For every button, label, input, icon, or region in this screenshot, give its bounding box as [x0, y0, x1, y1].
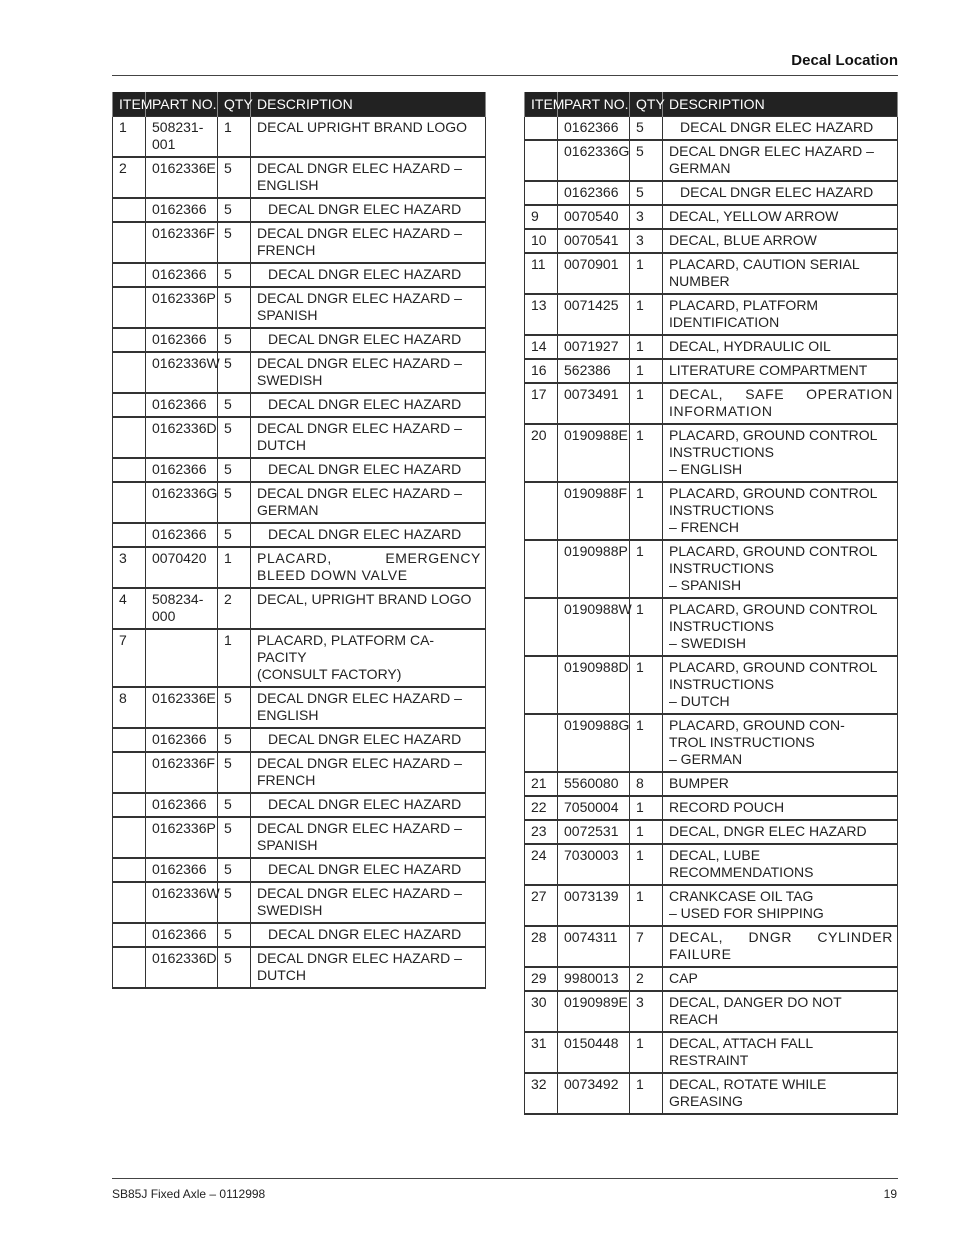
item-cell: [113, 198, 146, 222]
description-cell: PLACARD, GROUND CONTROL INSTRUCTIONS – DUTCH: [663, 656, 898, 714]
part-number-cell: 0162366: [146, 328, 218, 352]
table-header-row: [525, 92, 898, 117]
qty-cell: 5: [630, 140, 663, 181]
part-number-cell: 0190989E: [558, 991, 630, 1032]
qty-cell: 5: [218, 687, 251, 728]
item-cell: 8: [113, 687, 146, 728]
description-cell: DECAL, DNGR ELEC HAZARD: [663, 820, 898, 844]
item-cell: [113, 752, 146, 793]
qty-cell: 5: [218, 882, 251, 923]
qty-cell: 5: [218, 523, 251, 547]
table-row: [525, 885, 898, 926]
qty-cell: 1: [630, 383, 663, 424]
table-row: [525, 540, 898, 598]
qty-cell: 5: [218, 817, 251, 858]
description-cell: DECAL DNGR ELEC HAZARD: [663, 117, 898, 141]
description-cell: CAP: [663, 967, 898, 991]
part-number-cell: 0074311: [558, 926, 630, 967]
table-row: [525, 205, 898, 229]
table-row: [525, 294, 898, 335]
part-number-cell: 0150448: [558, 1032, 630, 1073]
table-row: [113, 157, 486, 198]
description-cell: PLACARD, GROUND CONTROL INSTRUCTIONS – SWEDISH: [663, 598, 898, 656]
part-number-cell: 0190988P: [558, 540, 630, 598]
qty-cell: 1: [630, 335, 663, 359]
part-number-cell: 0162336G: [558, 140, 630, 181]
item-cell: 1: [113, 117, 146, 158]
item-cell: 28: [525, 926, 558, 967]
qty-cell: 1: [218, 629, 251, 687]
description-cell: DECAL DNGR ELEC HAZARD: [251, 393, 486, 417]
item-cell: [525, 482, 558, 540]
description-cell: PLACARD, GROUND CONTROL INSTRUCTIONS – SPANISH: [663, 540, 898, 598]
part-number-cell: 0162366: [146, 393, 218, 417]
column-header-part-no: PART NO.: [558, 92, 630, 117]
item-cell: 11: [525, 253, 558, 294]
part-number-cell: 0073492: [558, 1073, 630, 1114]
qty-cell: 5: [218, 198, 251, 222]
description-cell: DECAL DNGR ELEC HAZARD: [251, 263, 486, 287]
qty-cell: 1: [630, 844, 663, 885]
qty-cell: 1: [630, 885, 663, 926]
qty-cell: 5: [218, 287, 251, 328]
description-cell: DECAL UPRIGHT BRAND LOGO: [251, 117, 486, 158]
table-row: [525, 967, 898, 991]
description-cell: PLACARD, PLATFORM CA- PACITY (CONSULT FACTORY): [251, 629, 486, 687]
table-row: [113, 923, 486, 947]
description-cell: LITERATURE COMPARTMENT: [663, 359, 898, 383]
qty-cell: 5: [218, 793, 251, 817]
table-row: [525, 714, 898, 772]
part-number-cell: 0162366: [146, 523, 218, 547]
item-cell: 21: [525, 772, 558, 796]
qty-cell: 5: [218, 458, 251, 482]
table-row: [113, 417, 486, 458]
item-cell: 20: [525, 424, 558, 482]
description-cell: DECAL, DANGER DO NOT REACH: [663, 991, 898, 1032]
qty-cell: 5: [218, 728, 251, 752]
column-header-part-no: PART NO.: [146, 92, 218, 117]
item-cell: 2: [113, 157, 146, 198]
part-number-cell: 0190988F: [558, 482, 630, 540]
item-cell: [113, 263, 146, 287]
description-cell: DECAL DNGR ELEC HAZARD: [251, 458, 486, 482]
qty-cell: 1: [630, 1073, 663, 1114]
table-row: [113, 947, 486, 988]
table-row: [113, 793, 486, 817]
item-cell: [113, 923, 146, 947]
item-cell: [113, 817, 146, 858]
description-cell: DECAL DNGR ELEC HAZARD: [251, 728, 486, 752]
item-cell: [113, 793, 146, 817]
item-cell: 16: [525, 359, 558, 383]
qty-cell: 5: [218, 328, 251, 352]
item-cell: 24: [525, 844, 558, 885]
table-row: [525, 140, 898, 181]
qty-cell: 5: [630, 181, 663, 205]
table-row: [113, 393, 486, 417]
part-number-cell: 0070541: [558, 229, 630, 253]
document-reference: SB85J Fixed Axle – 0112998: [112, 1187, 266, 1201]
description-cell: PLACARD, GROUND CONTROL INSTRUCTIONS – FRENCH: [663, 482, 898, 540]
table-row: [113, 198, 486, 222]
description-cell: PLACARD, CAUTION SERIAL NUMBER: [663, 253, 898, 294]
qty-cell: 5: [218, 417, 251, 458]
table-row: [525, 482, 898, 540]
qty-cell: 5: [218, 263, 251, 287]
part-number-cell: 0190988W: [558, 598, 630, 656]
description-cell: DECAL DNGR ELEC HAZARD – SPANISH: [251, 817, 486, 858]
part-number-cell: 508234-000: [146, 588, 218, 629]
column-header-qty: QTY: [630, 92, 663, 117]
part-number-cell: 0162366: [558, 117, 630, 141]
table-header-row: [113, 92, 486, 117]
part-number-cell: 0162336W: [146, 352, 218, 393]
item-cell: [525, 656, 558, 714]
qty-cell: 8: [630, 772, 663, 796]
description-cell: DECAL DNGR ELEC HAZARD – DUTCH: [251, 947, 486, 988]
table-row: [525, 253, 898, 294]
part-number-cell: 0162336G: [146, 482, 218, 523]
qty-cell: 5: [218, 352, 251, 393]
item-cell: [113, 482, 146, 523]
part-number-cell: 0162336D: [146, 947, 218, 988]
item-cell: 29: [525, 967, 558, 991]
description-cell: DECAL, UPRIGHT BRAND LOGO: [251, 588, 486, 629]
item-cell: [525, 181, 558, 205]
description-cell: CRANKCASE OIL TAG – USED FOR SHIPPING: [663, 885, 898, 926]
part-number-cell: 0162336W: [146, 882, 218, 923]
description-cell: DECAL, ROTATE WHILE GREASING: [663, 1073, 898, 1114]
page-number: 19: [883, 1187, 897, 1201]
table-row: [525, 383, 898, 424]
description-cell: DECAL, HYDRAULIC OIL: [663, 335, 898, 359]
item-cell: [525, 714, 558, 772]
table-row: [113, 687, 486, 728]
item-cell: [113, 882, 146, 923]
part-number-cell: 0162366: [146, 263, 218, 287]
part-number-cell: 508231-001: [146, 117, 218, 158]
qty-cell: 1: [218, 117, 251, 158]
item-cell: [525, 140, 558, 181]
table-row: [525, 1032, 898, 1073]
part-number-cell: 7050004: [558, 796, 630, 820]
part-number-cell: 0071927: [558, 335, 630, 359]
parts-table-left: [112, 92, 486, 989]
qty-cell: 5: [630, 117, 663, 141]
qty-cell: 2: [218, 588, 251, 629]
table-row: [525, 796, 898, 820]
item-cell: 27: [525, 885, 558, 926]
part-number-cell: 0162336E: [146, 157, 218, 198]
qty-cell: 1: [630, 820, 663, 844]
table-row: [113, 328, 486, 352]
table-row: [113, 287, 486, 328]
description-cell: DECAL DNGR ELEC HAZARD: [251, 858, 486, 882]
qty-cell: 2: [630, 967, 663, 991]
item-cell: 3: [113, 547, 146, 588]
table-row: [525, 820, 898, 844]
part-number-cell: 0073491: [558, 383, 630, 424]
table-row: [113, 352, 486, 393]
parts-table-right: [524, 92, 898, 1115]
qty-cell: 1: [218, 547, 251, 588]
qty-cell: 3: [630, 205, 663, 229]
description-cell: DECAL, SAFE OPERATION INFORMATION: [663, 383, 898, 424]
description-cell: DECAL DNGR ELEC HAZARD: [251, 523, 486, 547]
description-cell: PLACARD, EMERGENCY BLEED DOWN VALVE: [251, 547, 486, 588]
description-cell: DECAL DNGR ELEC HAZARD – GERMAN: [663, 140, 898, 181]
table-row: [113, 752, 486, 793]
table-row: [113, 817, 486, 858]
description-cell: DECAL, ATTACH FALL RESTRAINT: [663, 1032, 898, 1073]
qty-cell: 3: [630, 229, 663, 253]
description-cell: DECAL DNGR ELEC HAZARD – DUTCH: [251, 417, 486, 458]
item-cell: 22: [525, 796, 558, 820]
table-row: [525, 598, 898, 656]
item-cell: [113, 947, 146, 988]
qty-cell: 5: [218, 947, 251, 988]
qty-cell: 5: [218, 222, 251, 263]
description-cell: DECAL DNGR ELEC HAZARD – ENGLISH: [251, 687, 486, 728]
part-number-cell: 0162366: [146, 923, 218, 947]
qty-cell: 5: [218, 393, 251, 417]
description-cell: DECAL DNGR ELEC HAZARD – GERMAN: [251, 482, 486, 523]
qty-cell: 1: [630, 714, 663, 772]
table-row: [525, 772, 898, 796]
qty-cell: 1: [630, 1032, 663, 1073]
item-cell: [113, 728, 146, 752]
item-cell: [525, 117, 558, 141]
table-row: [113, 728, 486, 752]
part-number-cell: 0071425: [558, 294, 630, 335]
description-cell: DECAL DNGR ELEC HAZARD – SWEDISH: [251, 882, 486, 923]
part-number-cell: 0162336F: [146, 752, 218, 793]
table-row: [525, 117, 898, 141]
part-number-cell: 0070901: [558, 253, 630, 294]
item-cell: [113, 858, 146, 882]
description-cell: DECAL, LUBE RECOMMENDATIONS: [663, 844, 898, 885]
description-cell: DECAL DNGR ELEC HAZARD: [663, 181, 898, 205]
part-number-cell: 0162336D: [146, 417, 218, 458]
part-number-cell: 0190988G: [558, 714, 630, 772]
description-cell: PLACARD, GROUND CON- TROL INSTRUCTIONS – GERMAN: [663, 714, 898, 772]
table-row: [113, 588, 486, 629]
item-cell: 14: [525, 335, 558, 359]
table-row: [525, 844, 898, 885]
description-cell: DECAL, YELLOW ARROW: [663, 205, 898, 229]
qty-cell: 5: [218, 482, 251, 523]
item-cell: [113, 417, 146, 458]
item-cell: 32: [525, 1073, 558, 1114]
description-cell: DECAL DNGR ELEC HAZARD – FRENCH: [251, 752, 486, 793]
table-row: [113, 547, 486, 588]
qty-cell: 1: [630, 294, 663, 335]
qty-cell: 5: [218, 858, 251, 882]
part-number-cell: 0162366: [558, 181, 630, 205]
item-cell: 7: [113, 629, 146, 687]
part-number-cell: 0162366: [146, 198, 218, 222]
part-number-cell: 0162336F: [146, 222, 218, 263]
item-cell: 23: [525, 820, 558, 844]
table-row: [525, 926, 898, 967]
part-number-cell: 562386: [558, 359, 630, 383]
part-number-cell: 7030003: [558, 844, 630, 885]
item-cell: 9: [525, 205, 558, 229]
part-number-cell: 9980013: [558, 967, 630, 991]
table-row: [525, 1073, 898, 1114]
table-row: [525, 424, 898, 482]
column-header-qty: QTY: [218, 92, 251, 117]
description-cell: DECAL, BLUE ARROW: [663, 229, 898, 253]
description-cell: DECAL DNGR ELEC HAZARD: [251, 198, 486, 222]
description-cell: RECORD POUCH: [663, 796, 898, 820]
table-row: [113, 882, 486, 923]
section-title: Decal Location: [791, 52, 898, 69]
item-cell: [113, 393, 146, 417]
table-row: [113, 263, 486, 287]
item-cell: [113, 523, 146, 547]
description-cell: PLACARD, PLATFORM IDENTIFICATION: [663, 294, 898, 335]
table-row: [113, 523, 486, 547]
table-row: [525, 181, 898, 205]
table-row: [113, 482, 486, 523]
qty-cell: 7: [630, 926, 663, 967]
qty-cell: 1: [630, 253, 663, 294]
column-header-description: DESCRIPTION: [663, 92, 898, 117]
part-number-cell: 0162366: [146, 728, 218, 752]
column-header-item: ITEM: [525, 92, 558, 117]
qty-cell: 1: [630, 540, 663, 598]
description-cell: DECAL DNGR ELEC HAZARD – SWEDISH: [251, 352, 486, 393]
description-cell: DECAL, DNGR CYLINDER FAILURE: [663, 926, 898, 967]
item-cell: 17: [525, 383, 558, 424]
table-row: [113, 458, 486, 482]
description-cell: DECAL DNGR ELEC HAZARD – SPANISH: [251, 287, 486, 328]
item-cell: [525, 598, 558, 656]
part-number-cell: 5560080: [558, 772, 630, 796]
item-cell: [113, 458, 146, 482]
item-cell: [113, 222, 146, 263]
part-number-cell: 0162366: [146, 458, 218, 482]
part-number-cell: 0162366: [146, 793, 218, 817]
part-number-cell: 0070420: [146, 547, 218, 588]
part-number-cell: 0190988E: [558, 424, 630, 482]
description-cell: DECAL DNGR ELEC HAZARD: [251, 793, 486, 817]
qty-cell: 1: [630, 359, 663, 383]
description-cell: DECAL DNGR ELEC HAZARD: [251, 328, 486, 352]
qty-cell: 1: [630, 656, 663, 714]
column-header-item: ITEM: [113, 92, 146, 117]
qty-cell: 5: [218, 157, 251, 198]
description-cell: DECAL DNGR ELEC HAZARD: [251, 923, 486, 947]
description-cell: DECAL DNGR ELEC HAZARD – ENGLISH: [251, 157, 486, 198]
part-number-cell: [146, 629, 218, 687]
part-number-cell: 0190988D: [558, 656, 630, 714]
table-row: [113, 117, 486, 158]
table-row: [525, 359, 898, 383]
part-number-cell: 0162366: [146, 858, 218, 882]
item-cell: 31: [525, 1032, 558, 1073]
part-number-cell: 0162336P: [146, 817, 218, 858]
part-number-cell: 0073139: [558, 885, 630, 926]
table-row: [113, 629, 486, 687]
table-row: [525, 991, 898, 1032]
part-number-cell: 0162336P: [146, 287, 218, 328]
item-cell: [113, 352, 146, 393]
part-number-cell: 0162336E: [146, 687, 218, 728]
qty-cell: 1: [630, 424, 663, 482]
item-cell: 30: [525, 991, 558, 1032]
qty-cell: 5: [218, 752, 251, 793]
qty-cell: 1: [630, 796, 663, 820]
qty-cell: 3: [630, 991, 663, 1032]
header-rule: [112, 75, 898, 76]
column-header-description: DESCRIPTION: [251, 92, 486, 117]
table-row: [525, 229, 898, 253]
item-cell: 4: [113, 588, 146, 629]
table-row: [113, 222, 486, 263]
part-number-cell: 0072531: [558, 820, 630, 844]
qty-cell: 1: [630, 598, 663, 656]
item-cell: [113, 287, 146, 328]
item-cell: [113, 328, 146, 352]
description-cell: DECAL DNGR ELEC HAZARD – FRENCH: [251, 222, 486, 263]
item-cell: 13: [525, 294, 558, 335]
item-cell: 10: [525, 229, 558, 253]
table-row: [113, 858, 486, 882]
qty-cell: 5: [218, 923, 251, 947]
table-row: [525, 335, 898, 359]
description-cell: PLACARD, GROUND CONTROL INSTRUCTIONS – ENGLISH: [663, 424, 898, 482]
description-cell: BUMPER: [663, 772, 898, 796]
part-number-cell: 0070540: [558, 205, 630, 229]
table-row: [525, 656, 898, 714]
footer-rule: [112, 1178, 898, 1179]
item-cell: [525, 540, 558, 598]
qty-cell: 1: [630, 482, 663, 540]
